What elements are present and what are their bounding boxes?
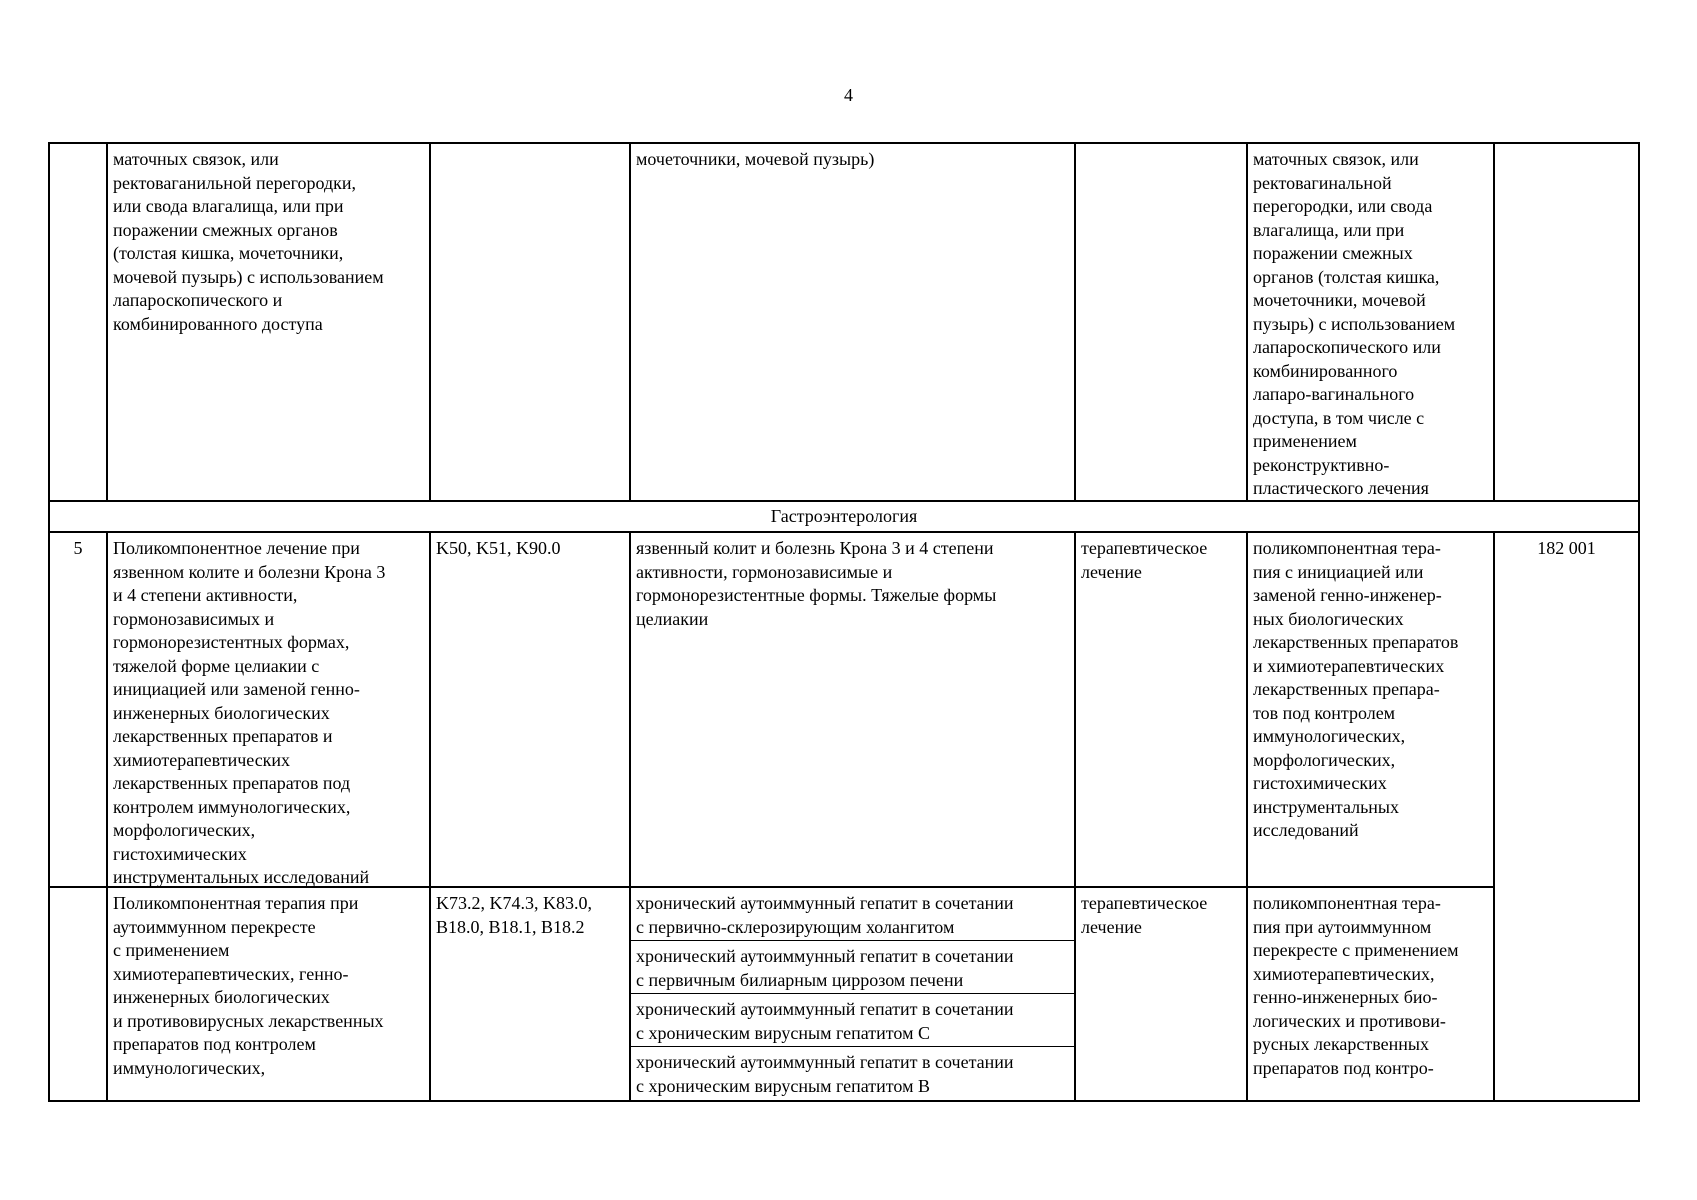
column-divider xyxy=(429,142,431,501)
table-border-right xyxy=(1638,142,1640,1102)
patient-model-cell: язвенный колит и болезнь Крона 3 и 4 степени активности, гормонозависимые и гормонорезистентные формы. Тяжелые формы целиакии xyxy=(636,538,997,629)
continuation-method-cell: маточных связок, или ректовагинальной перегородки, или свода влагалища, или при поражении смежных органов (толстая кишка, мочеточники, мочевой пузырь) с использованием лапароскопического или комбинированного лапаро-вагинального доступа, в том числе с применением реконструктивно- пластического лечения xyxy=(1253,149,1456,498)
treatment-type-cell: терапевтическое лечение xyxy=(1081,893,1208,937)
column-divider xyxy=(1493,531,1495,1102)
patient-model-cell: хронический аутоиммунный гепатит в сочетании с первичным билиарным циррозом печени xyxy=(636,946,1014,990)
icd-codes-cell: K73.2, K74.3, K83.0, B18.0, B18.1, B18.2 xyxy=(436,893,592,937)
column-divider xyxy=(429,531,431,1102)
column-divider xyxy=(1074,531,1076,1102)
column-divider xyxy=(629,142,631,501)
continuation-name-cell: маточных связок, или ректоваганильной перегородки, или свода влагалища, или при поражении смежных органов (толстая кишка, мочеточники, мочевой пузырь) с использованием лапароскопического и комбинированного доступа xyxy=(113,149,384,334)
table-border-bottom xyxy=(48,1100,1640,1102)
row-number: 5 xyxy=(73,538,83,558)
column-divider xyxy=(1493,142,1495,501)
treatment-method-cell: поликомпонентная тера- пия с инициацией или заменой генно-инженер- ных биологических лекарственных препаратов и химиотерапевтических лекарственных препара- тов под контролем иммунологических, морфологических, гистохимических инструментальных исследований xyxy=(1253,538,1459,840)
icd-codes-cell: K50, K51, K90.0 xyxy=(436,538,561,558)
page-number: 4 xyxy=(844,85,853,105)
treatment-method-cell: поликомпонентная тера- пия при аутоиммунном перекресте с применением химиотерапевтических, генно-инженерных био- логических и противови- русных лекарственных препаратов под контро- xyxy=(1253,893,1459,1078)
treatment-name-cell: Поликомпонентное лечение при язвенном колите и болезни Крона 3 и 4 степени активности, гормонозависимых и гормонорезистентных формах, тяжелой форме целиакии с инициацией или заменой генно- инженерных биологических лекарственных препаратов и химиотерапевтических лекарственных препаратов под контролем иммунологических, морфологических, гистохимических инструментальных исследований xyxy=(113,538,386,887)
table-border-left xyxy=(48,142,50,1102)
section-title: Гастроэнтерология xyxy=(770,506,918,526)
patient-model-cell: хронический аутоиммунный гепатит в сочетании с хроническим вирусным гепатитом C xyxy=(636,999,1014,1043)
column-divider xyxy=(1074,142,1076,501)
patient-model-cell: хронический аутоиммунный гепатит в сочетании с первично-склерозирующим холангитом xyxy=(636,893,1014,937)
patient-model-cell: хронический аутоиммунный гепатит в сочетании с хроническим вирусным гепатитом B xyxy=(636,1052,1014,1096)
continuation-model-cell: мочеточники, мочевой пузырь) xyxy=(636,149,875,169)
cost-cell: 182 001 xyxy=(1537,538,1596,558)
treatment-name-cell: Поликомпонентная терапия при аутоиммунном перекресте с применением химиотерапевтических, генно- инженерных биологических и противовирусных лекарственных препаратов под контролем иммунологических, xyxy=(113,893,384,1078)
treatment-type-cell: терапевтическое лечение xyxy=(1081,538,1208,582)
